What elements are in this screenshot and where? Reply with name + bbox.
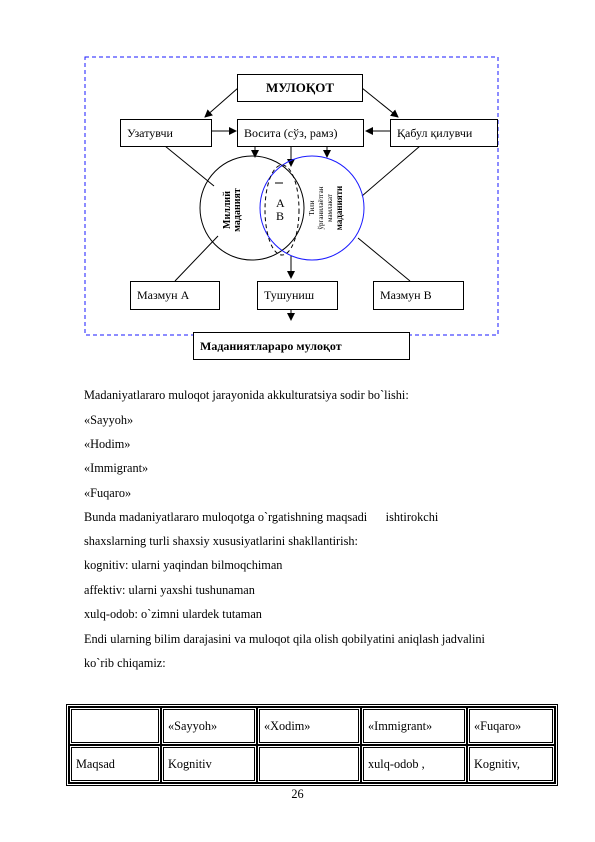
text-line: Bunda madaniyatlararo muloqotga o`rgatishning maqsadi ishtirokchi bbox=[84, 510, 439, 524]
text-line: shaxslarning turli shaxsiy xususiyatlarini shakllantirish: bbox=[84, 534, 358, 548]
national-culture-line1: Миллий bbox=[222, 191, 233, 229]
arrow-title-to-sender bbox=[205, 88, 238, 117]
content-a-box: Мазмун А bbox=[130, 281, 220, 310]
table-header-row bbox=[69, 707, 555, 745]
foreign-culture-line3: мамлакат bbox=[326, 194, 334, 222]
foreign-culture-label bbox=[308, 168, 352, 248]
table-header-cell: «Fuqaro» bbox=[467, 707, 555, 745]
national-culture-line2: маданият bbox=[232, 188, 243, 232]
text-line: xulq-odob: o`zimni ulardek tutaman bbox=[84, 607, 262, 621]
table-cell bbox=[257, 745, 361, 783]
understanding-box: Тушуниш bbox=[257, 281, 338, 310]
acculturation-table bbox=[66, 704, 558, 786]
foreign-culture-line1: Тили bbox=[308, 200, 316, 216]
text-line: kognitiv: ularni yaqindan bilmoqchiman bbox=[84, 558, 283, 572]
overlap-label-a: А bbox=[276, 196, 285, 210]
text-line: Madaniyatlararo muloqot jarayonida akkulturatsiya sodir bo`lishi: bbox=[84, 388, 409, 402]
line-circle-to-content-a bbox=[175, 236, 218, 281]
national-culture-circle bbox=[200, 156, 304, 260]
table-cell: Maqsad bbox=[69, 745, 161, 783]
text-line: «Hodim» bbox=[84, 437, 131, 451]
text-line: affektiv: ularni yaxshi tushunaman bbox=[84, 583, 255, 597]
table-row bbox=[69, 745, 555, 783]
sender-box: Узатувчи bbox=[120, 119, 212, 147]
result-box: Маданиятлараро мулоқот bbox=[193, 332, 410, 360]
line-circle-to-content-b bbox=[358, 238, 410, 281]
text-line: «Sayyoh» bbox=[84, 413, 134, 427]
content-b-box: Мазмун В bbox=[373, 281, 464, 310]
table-cell: xulq-odob , bbox=[361, 745, 467, 783]
table-cell: Kognitiv bbox=[161, 745, 257, 783]
national-culture-label bbox=[223, 170, 245, 250]
table-header-cell: «Immigrant» bbox=[361, 707, 467, 745]
page-number: 26 bbox=[291, 787, 304, 801]
line-sender-to-circle bbox=[165, 146, 214, 186]
text-line: «Fuqaro» bbox=[84, 486, 132, 500]
table-cell: Kognitiv, bbox=[467, 745, 555, 783]
diagram-lines bbox=[0, 0, 595, 380]
foreign-culture-line4: маданияти bbox=[334, 185, 344, 231]
table-header-cell bbox=[69, 707, 161, 745]
overlap-label-b: В bbox=[276, 209, 285, 223]
text-line: Endi ularning bilim darajasini va muloqot qila olish qobilyatini aniqlash jadvalini bbox=[84, 632, 485, 646]
table-header-cell: «Xodim» bbox=[257, 707, 361, 745]
table-header-cell: «Sayyoh» bbox=[161, 707, 257, 745]
diagram-title: МУЛОҚОТ bbox=[237, 74, 363, 102]
text-line: ko`rib chiqamiz: bbox=[84, 656, 166, 670]
arrow-title-to-receiver bbox=[362, 88, 398, 117]
text-line: «Immigrant» bbox=[84, 461, 149, 475]
line-receiver-to-circle bbox=[362, 146, 420, 196]
medium-box: Восита (сўз, рамз) bbox=[237, 119, 364, 147]
foreign-culture-line2: ўрганилаётган bbox=[317, 186, 325, 230]
receiver-box: Қабул қилувчи bbox=[390, 119, 498, 147]
